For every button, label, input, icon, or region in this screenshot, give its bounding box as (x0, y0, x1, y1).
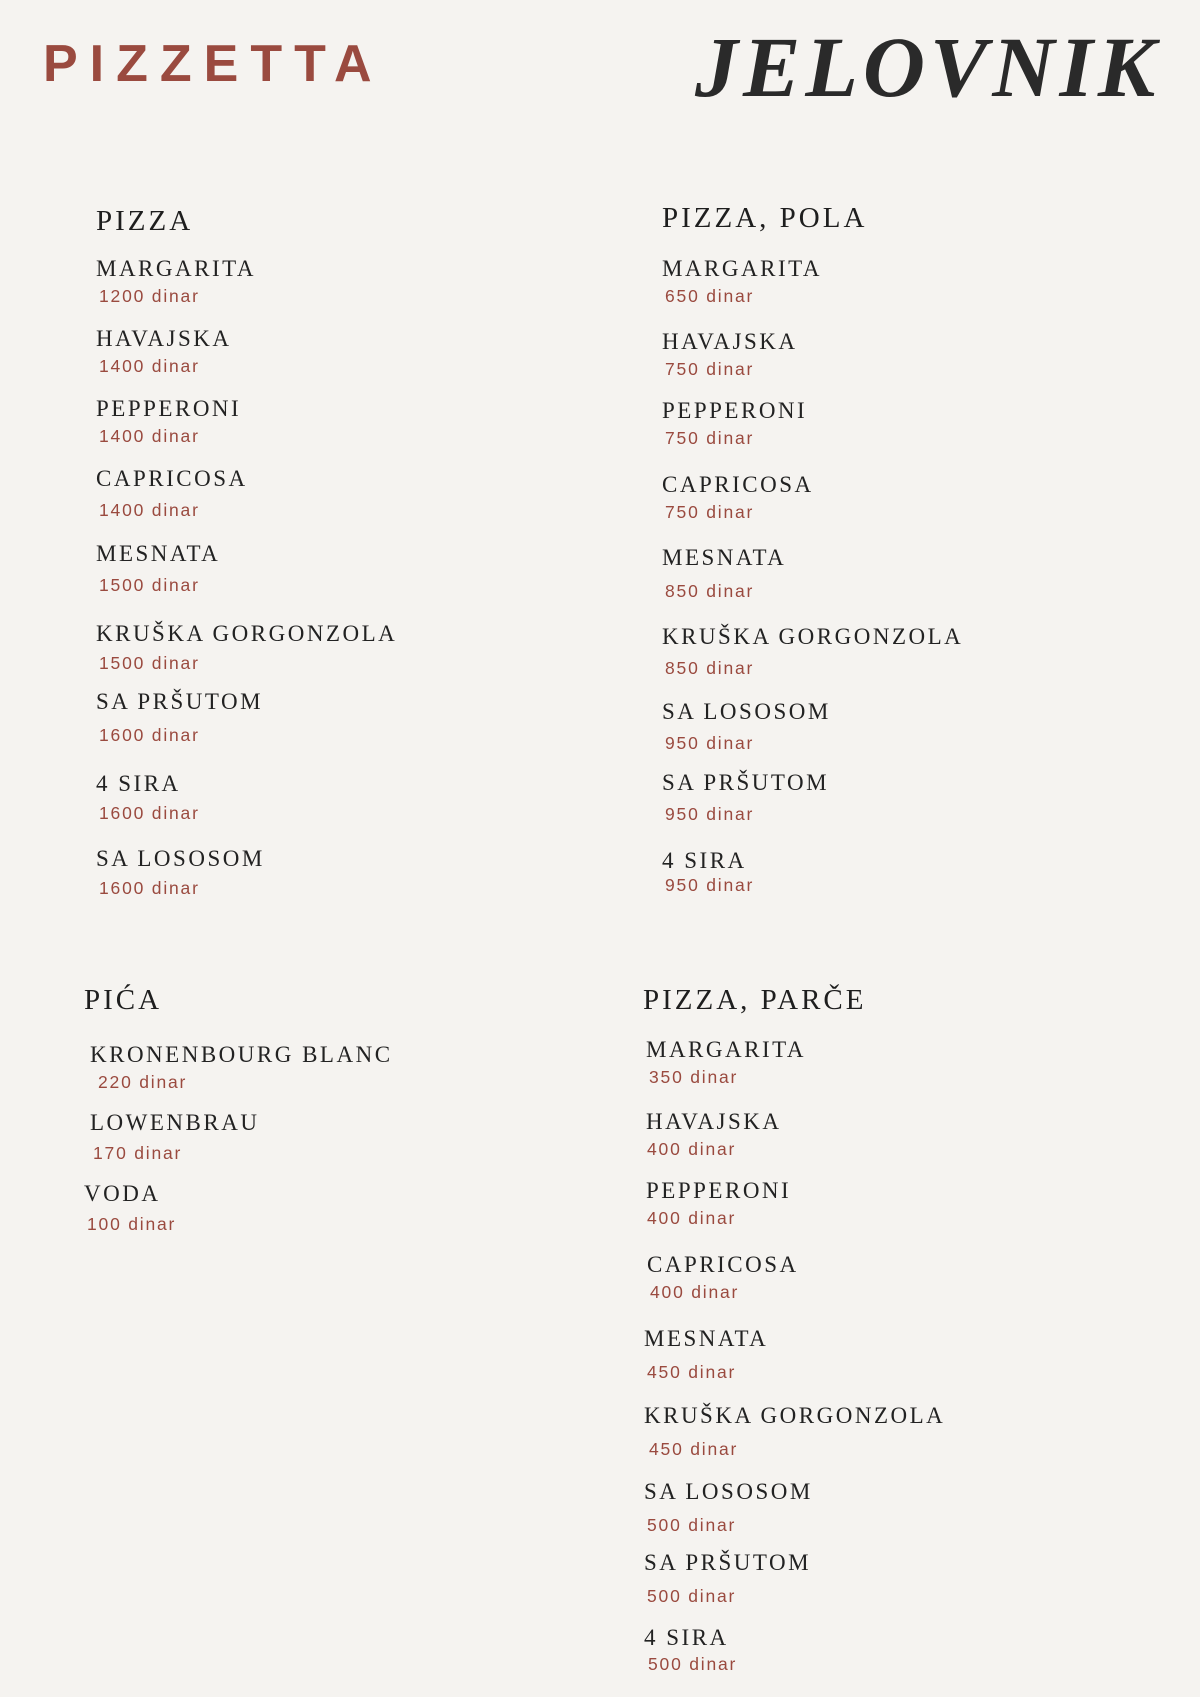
section-heading: PIZZA (96, 205, 194, 237)
menu-item (644, 1626, 737, 1674)
menu-title: JELOVNIK (695, 19, 1161, 115)
item-name: MESNATA (644, 1326, 769, 1351)
item-price: 500 dinar (647, 1515, 737, 1535)
item-price: 1400 dinar (99, 500, 200, 520)
menu-item (662, 257, 822, 306)
item-price: 1600 dinar (99, 725, 200, 745)
item-name: CAPRICOSA (96, 466, 248, 491)
item-price: 750 dinar (665, 428, 755, 448)
menu-item (662, 849, 754, 895)
item-name: 4 SIRA (644, 1625, 729, 1650)
item-name: SA LOSOSOM (644, 1479, 813, 1504)
menu-item (662, 546, 786, 601)
menu-item (644, 1480, 813, 1535)
menu-item (84, 1182, 176, 1234)
item-name: MARGARITA (96, 256, 256, 281)
menu-item (646, 1038, 806, 1087)
item-name: MARGARITA (662, 256, 822, 281)
item-price: 350 dinar (649, 1067, 739, 1087)
menu-item (647, 1253, 799, 1302)
menu-item (96, 690, 263, 745)
menu-item (662, 771, 829, 824)
item-name: MESNATA (96, 541, 221, 566)
brand-logo: PIZZETTA (43, 35, 384, 93)
item-name: SA PRŠUTOM (662, 770, 830, 795)
item-name: MESNATA (662, 545, 787, 570)
section-pica (84, 986, 564, 1246)
section-pizza-parce (643, 986, 1163, 1686)
item-price: 850 dinar (665, 658, 755, 678)
item-price: 400 dinar (650, 1282, 740, 1302)
item-price: 1500 dinar (99, 653, 200, 673)
item-name: LOWENBRAU (90, 1110, 260, 1135)
item-price: 450 dinar (649, 1439, 739, 1459)
item-name: CAPRICOSA (662, 472, 814, 497)
menu-item (96, 327, 231, 376)
menu-item (662, 625, 963, 678)
item-price: 850 dinar (665, 581, 755, 601)
menu-item (96, 397, 241, 446)
menu-item (644, 1327, 768, 1382)
item-name: 4 SIRA (662, 848, 747, 873)
menu-item (662, 330, 797, 379)
item-name: PEPPERONI (96, 396, 242, 421)
menu-item (96, 542, 220, 595)
section-heading: PIZZA, POLA (662, 202, 868, 234)
menu-item (96, 847, 265, 898)
item-price: 400 dinar (647, 1208, 737, 1228)
item-price: 170 dinar (93, 1143, 183, 1163)
item-name: HAVAJSKA (662, 329, 798, 354)
menu-item (96, 467, 248, 520)
item-price: 650 dinar (665, 286, 755, 306)
section-heading: PIĆA (84, 984, 163, 1016)
menu-item (646, 1179, 791, 1228)
item-price: 950 dinar (665, 733, 755, 753)
menu-item (90, 1043, 393, 1092)
item-name: HAVAJSKA (646, 1109, 782, 1134)
menu-item (96, 622, 397, 673)
item-name: HAVAJSKA (96, 326, 232, 351)
item-name: SA LOSOSOM (662, 699, 831, 724)
section-pizza-pola (662, 204, 1162, 904)
menu-item (96, 772, 200, 823)
menu-item (662, 700, 831, 753)
item-price: 500 dinar (648, 1654, 738, 1674)
menu-item (644, 1551, 811, 1606)
item-name: KRUŠKA GORGONZOLA (644, 1403, 946, 1428)
item-price: 750 dinar (665, 359, 755, 379)
item-price: 400 dinar (647, 1139, 737, 1159)
item-name: KRUŠKA GORGONZOLA (96, 621, 398, 646)
section-heading: PIZZA, PARČE (643, 984, 867, 1016)
menu-item (662, 473, 814, 522)
item-price: 1600 dinar (99, 878, 200, 898)
item-name: PEPPERONI (662, 398, 808, 423)
menu-item (662, 399, 807, 448)
menu-item (644, 1404, 945, 1459)
item-price: 1500 dinar (99, 575, 200, 595)
item-name: CAPRICOSA (647, 1252, 799, 1277)
menu-item (90, 1111, 259, 1163)
item-name: MARGARITA (646, 1037, 806, 1062)
item-name: SA PRŠUTOM (644, 1550, 812, 1575)
item-price: 950 dinar (665, 804, 755, 824)
item-name: SA PRŠUTOM (96, 689, 264, 714)
item-price: 100 dinar (87, 1214, 177, 1234)
item-price: 220 dinar (98, 1072, 188, 1092)
item-name: PEPPERONI (646, 1178, 792, 1203)
item-price: 450 dinar (647, 1362, 737, 1382)
item-price: 1400 dinar (99, 426, 200, 446)
item-price: 1600 dinar (99, 803, 200, 823)
item-price: 1400 dinar (99, 356, 200, 376)
menu-item (96, 257, 256, 306)
item-name: SA LOSOSOM (96, 846, 265, 871)
item-name: 4 SIRA (96, 771, 181, 796)
item-name: KRONENBOURG BLANC (90, 1042, 393, 1067)
item-name: KRUŠKA GORGONZOLA (662, 624, 964, 649)
section-pizza (96, 207, 576, 907)
menu-item (646, 1110, 781, 1159)
item-price: 750 dinar (665, 502, 755, 522)
item-price: 500 dinar (647, 1586, 737, 1606)
item-name: VODA (84, 1181, 161, 1206)
item-price: 950 dinar (665, 875, 755, 895)
item-price: 1200 dinar (99, 286, 200, 306)
